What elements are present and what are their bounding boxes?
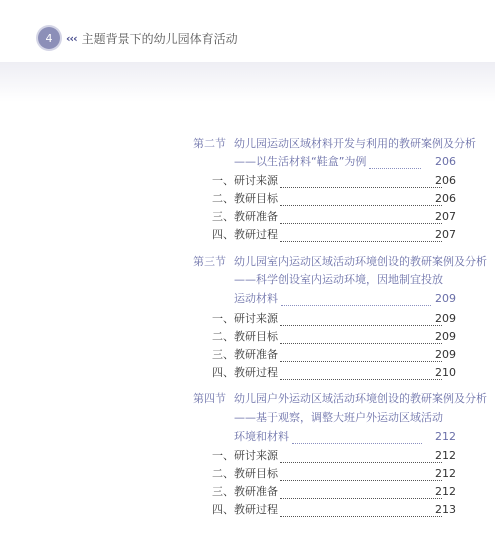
toc-item-label: 三、教研准备 [212, 485, 278, 498]
toc-item [212, 209, 456, 224]
toc-item [212, 311, 456, 326]
page-ref: 209 [435, 348, 456, 361]
leader-dots [281, 295, 431, 306]
section-label: 第四节 [193, 392, 226, 405]
page-ref: 212 [435, 430, 456, 443]
page-ref: 206 [435, 192, 456, 205]
toc-item-label: 四、教研过程 [212, 228, 278, 241]
section-title-line1: 幼儿园室内运动区域活动环境创设的教研案例及分析 [234, 255, 487, 268]
section-label: 第三节 [193, 255, 226, 268]
section-title-line3 [234, 291, 456, 306]
leader-dots [280, 333, 442, 344]
page-ref: 213 [435, 503, 456, 516]
header-gradient-band [0, 62, 495, 102]
leader-dots [280, 470, 442, 481]
toc-item [212, 448, 456, 463]
page-number-badge: 4 [38, 27, 60, 49]
section-title-line2 [234, 154, 456, 169]
chevron-left-icon: ‹‹‹ [66, 31, 77, 45]
toc-item-label: 二、教研目标 [212, 330, 278, 343]
page-ref: 210 [435, 366, 456, 379]
leader-dots [280, 231, 442, 242]
toc-item-label: 一、研讨来源 [212, 312, 278, 325]
page-ref: 206 [435, 155, 456, 168]
toc-item [212, 502, 456, 517]
section-title-line2: ——基于观察，调整大班户外运动区域活动 [234, 411, 443, 424]
leader-dots [280, 177, 442, 188]
leader-dots [369, 158, 421, 169]
page-ref: 212 [435, 467, 456, 480]
toc-item [212, 227, 456, 242]
page-ref: 212 [435, 449, 456, 462]
section-subtitle: ——以生活材料“鞋盒”为例 [234, 155, 367, 168]
page-ref: 206 [435, 174, 456, 187]
section-subtitle: 运动材料 [234, 292, 278, 305]
toc-item-label: 四、教研过程 [212, 366, 278, 379]
section-title-line1: 幼儿园户外运动区域活动环境创设的教研案例及分析 [234, 392, 487, 405]
toc-item-label: 一、研讨来源 [212, 174, 278, 187]
page-ref: 209 [435, 292, 456, 305]
leader-dots [292, 433, 422, 444]
page-ref: 207 [435, 228, 456, 241]
toc-item [212, 484, 456, 499]
toc-item [212, 329, 456, 344]
page-ref: 212 [435, 485, 456, 498]
leader-dots [280, 213, 442, 224]
toc-item-label: 四、教研过程 [212, 503, 278, 516]
page-ref: 209 [435, 330, 456, 343]
page-ref: 209 [435, 312, 456, 325]
toc-item-label: 三、教研准备 [212, 348, 278, 361]
section-title-line2: ——科学创设室内运动环境，因地制宜投放 [234, 273, 443, 286]
leader-dots [280, 351, 442, 362]
toc-item [212, 466, 456, 481]
section-label: 第二节 [193, 137, 226, 150]
leader-dots [280, 506, 442, 517]
running-header [38, 26, 238, 50]
leader-dots [280, 452, 442, 463]
book-title: 主题背景下的幼儿园体育活动 [81, 31, 238, 46]
section-title-line3 [234, 429, 456, 444]
leader-dots [280, 488, 442, 499]
toc-item [212, 191, 456, 206]
toc-item [212, 347, 456, 362]
page-ref: 207 [435, 210, 456, 223]
section-subtitle: 环境和材料 [234, 430, 289, 443]
section-title-line1: 幼儿园运动区域材料开发与利用的教研案例及分析 [234, 137, 476, 150]
leader-dots [280, 369, 442, 380]
leader-dots [280, 195, 442, 206]
toc-item [212, 173, 456, 188]
toc-item-label: 二、教研目标 [212, 192, 278, 205]
toc-item [212, 365, 456, 380]
leader-dots [280, 315, 442, 326]
toc-item-label: 二、教研目标 [212, 467, 278, 480]
toc-item-label: 一、研讨来源 [212, 449, 278, 462]
toc-item-label: 三、教研准备 [212, 210, 278, 223]
